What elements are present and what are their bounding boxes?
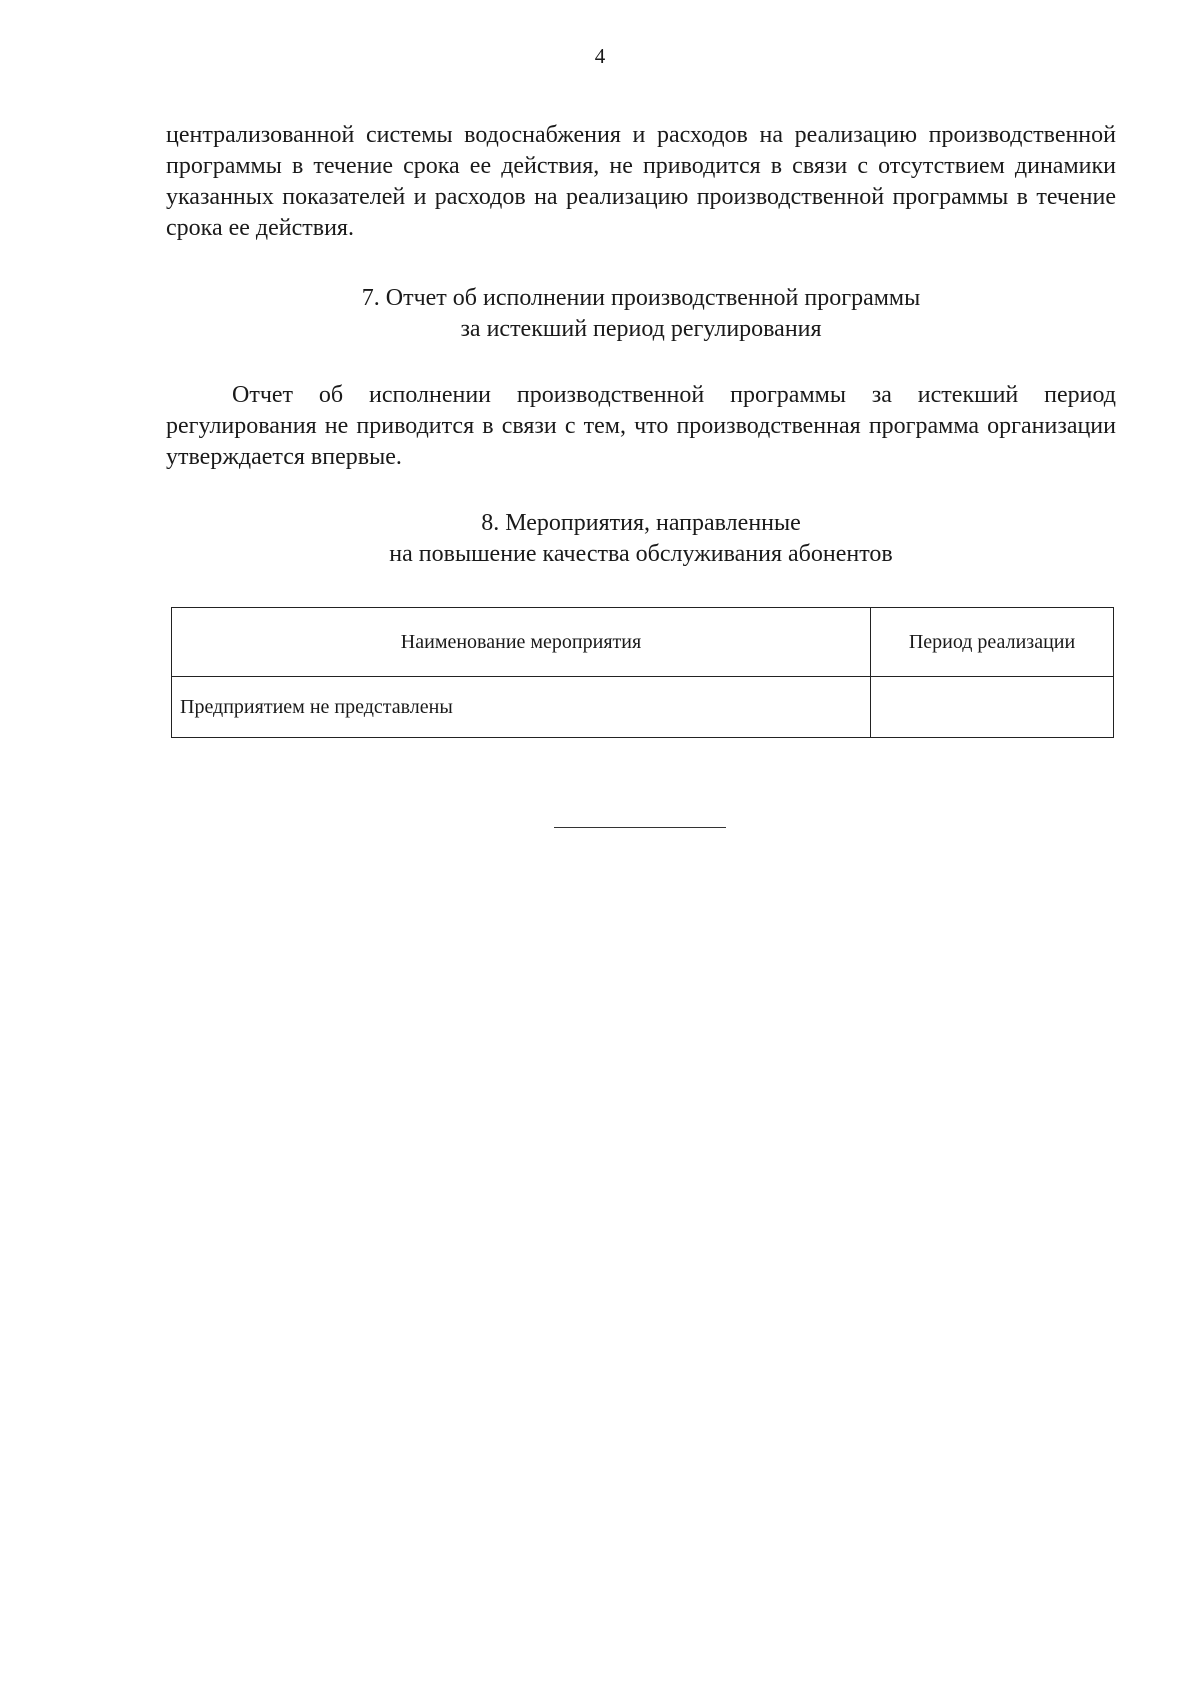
section-8-title-line1: 8. Мероприятия, направленные bbox=[481, 510, 801, 536]
header-measure-name: Наименование мероприятия bbox=[172, 608, 871, 677]
section-7-title-line1: 7. Отчет об исполнении производственной программы bbox=[361, 285, 921, 311]
table-header-row bbox=[172, 608, 1114, 677]
continuation-paragraph: централизованной системы водоснабжения и расходов на реализацию производственной программы в течение срока ее действия, не приводится в связи с отсутствием динамики указанных показателей и расходов на реализацию производственной программы в течение срока ее действия. bbox=[166, 122, 1116, 241]
header-implementation-period: Период реализации bbox=[871, 608, 1114, 677]
section-7-body: Отчет об исполнении производственной программы за истекший период регулирования не приводится в связи с тем, что производственная программа организации утверждается впервые. bbox=[166, 382, 1116, 470]
section-7-title-line2: за истекший период регулирования bbox=[460, 316, 822, 342]
page-number: 4 bbox=[594, 44, 606, 68]
measures-table bbox=[171, 607, 1114, 738]
table-row bbox=[172, 677, 1114, 738]
section-8-heading bbox=[166, 508, 1116, 570]
section-7-heading bbox=[166, 283, 1116, 345]
section-8-title-line2: на повышение качества обслуживания абонентов bbox=[389, 541, 893, 567]
end-of-document-rule bbox=[554, 827, 726, 828]
cell-implementation-period bbox=[871, 677, 1114, 738]
cell-measure-name: Предприятием не представлены bbox=[172, 677, 871, 738]
